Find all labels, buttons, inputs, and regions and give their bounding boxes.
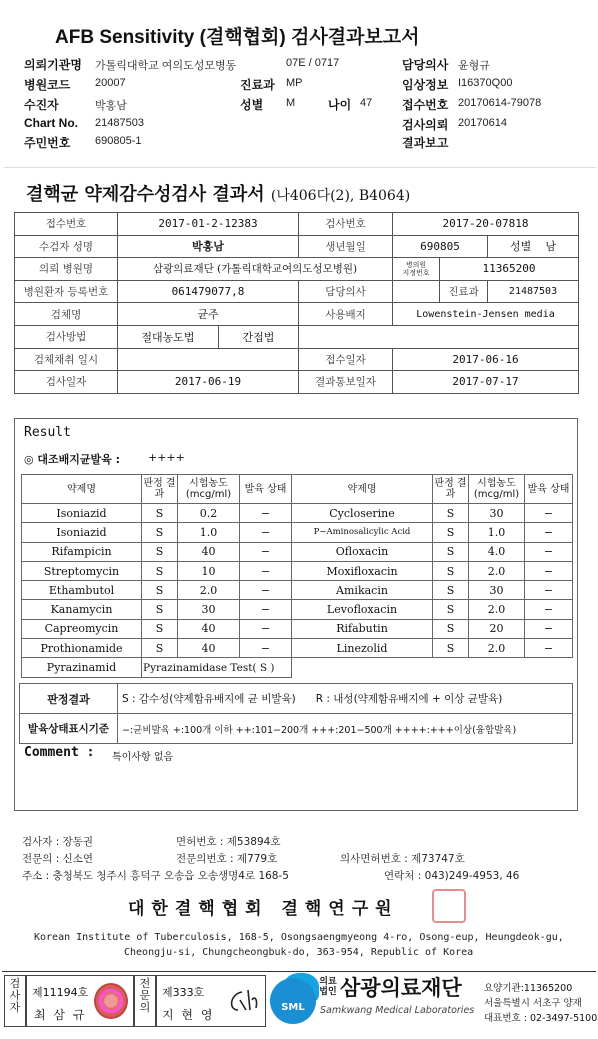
drug-name: Prothionamide: [22, 639, 142, 658]
rrn-value: 690805-1: [95, 135, 142, 147]
info-key: 생년월일: [299, 235, 393, 258]
hospital-code-label: 병원코드: [24, 78, 71, 92]
drug-concentration: 2.0: [178, 581, 240, 600]
header-drug: 약제명: [292, 475, 433, 504]
info-key: 접수번호: [15, 213, 118, 236]
specialist-label-cell: [134, 975, 156, 1027]
registration-number: 061479077,8: [118, 280, 299, 303]
drug-row: [22, 639, 573, 658]
org-name: 삼광의료재단: [340, 976, 462, 1000]
info-key: 사용배지: [299, 303, 393, 326]
drug-concentration: 20: [469, 619, 525, 638]
pyrazinamid-value: Pyrazinamidase Test( S ): [142, 658, 292, 677]
doctor-license-line: 의사면허번호 : 제73747호: [340, 853, 465, 865]
specialist-number: 제333호: [162, 986, 205, 999]
drug-row: [22, 542, 573, 561]
info-row: [15, 303, 579, 326]
result-label: Result: [24, 425, 71, 440]
drug-result: S: [433, 504, 469, 523]
drug-concentration: 4.0: [469, 542, 525, 561]
doctor-value: 윤형규: [458, 60, 490, 72]
info-key: 검사번호: [299, 213, 393, 236]
drug-result: S: [433, 523, 469, 542]
drug-name: Capreomycin: [22, 619, 142, 638]
info-key: 검사일자: [15, 371, 118, 394]
drug-result: S: [433, 561, 469, 580]
ward-value: 07E / 0717: [286, 57, 340, 69]
drug-name: Cycloserine: [292, 504, 433, 523]
drug-result: S: [433, 581, 469, 600]
patient-label: 수진자: [24, 98, 59, 112]
drug-name: P−Aminosalicylic Acid: [292, 523, 433, 542]
patient-value: 박홍남: [95, 100, 127, 112]
drug-name: Rifampicin: [22, 542, 142, 561]
growth-scale-label: 발육상태표시기준: [20, 714, 118, 744]
drug-result: S: [142, 600, 178, 619]
drug-row: [22, 523, 573, 542]
drug-growth: −: [240, 619, 292, 638]
tester-name: 최 삼 규: [34, 1008, 87, 1022]
judgement-table: [19, 683, 573, 744]
drug-name: Levofloxacin: [292, 600, 433, 619]
drug-row: [22, 561, 573, 580]
growth-label: ◎ 대조배지균발육 :: [24, 453, 121, 466]
drug-growth: −: [525, 523, 573, 542]
drug-growth: −: [240, 504, 292, 523]
drug-result: S: [142, 581, 178, 600]
pyrazinamid-label: Pyrazinamid: [22, 658, 142, 677]
drug-concentration: 40: [178, 619, 240, 638]
drug-growth: −: [240, 523, 292, 542]
request-value: 20170614: [458, 117, 507, 129]
tester-number: 제11194호: [32, 986, 89, 999]
drug-result: S: [142, 639, 178, 658]
judgement-value: S : 감수성(약제함유배지에 균 비발육) R : 내성(약제함유배지에 + 이상 균발육): [118, 684, 573, 714]
drug-growth: −: [240, 561, 292, 580]
drug-concentration: 0.2: [178, 504, 240, 523]
drug-growth: −: [525, 600, 573, 619]
growth-scale-row: [20, 714, 573, 744]
hospital-code-value: 20007: [95, 77, 126, 89]
drug-growth: −: [525, 581, 573, 600]
sml-logo-icon: SML: [270, 978, 316, 1024]
receipt-label: 접수번호: [402, 98, 449, 112]
drug-growth: −: [240, 639, 292, 658]
receipt-number: 2017-01-2-12383: [118, 213, 299, 236]
info-key: 검사방법: [15, 325, 118, 348]
tester-label: 검 사 자: [9, 977, 21, 1014]
header-concentration: 시험농도 (mcg/ml): [469, 475, 525, 504]
notify-date: 2017-07-17: [393, 371, 579, 394]
org-info-2: 서울특별시 서초구 양재: [484, 998, 582, 1009]
judgement-label: 판정결과: [20, 684, 118, 714]
receipt-date: 2017-06-16: [393, 348, 579, 371]
drug-concentration: 30: [469, 504, 525, 523]
info-key: 접수일자: [299, 348, 393, 371]
info-row: [15, 235, 579, 258]
specimen-value: 균주: [118, 303, 299, 326]
growth-scale-value: −:균비발육 +:100개 이하 ++:101−200개 +++:201−500개 ++++:+++이상(융합발육): [118, 714, 573, 744]
info-row: [15, 258, 579, 281]
drug-concentration: 10: [178, 561, 240, 580]
test-date: 2017-06-19: [118, 371, 299, 394]
sex-label: 성별: [240, 98, 264, 112]
drug-row: [22, 504, 573, 523]
address-line: 주소 : 충청북도 청주시 흥덕구 오송읍 오송생명4로 168-5: [22, 870, 289, 882]
document-title: 결핵균 약제감수성검사 결과서 (나406다(2), B4064): [26, 184, 411, 205]
info-table: [14, 212, 579, 394]
drug-name: Rifabutin: [292, 619, 433, 638]
drug-name: Ethambutol: [22, 581, 142, 600]
specialist-line: 전문의 : 신소연: [22, 853, 94, 865]
drug-table: [21, 474, 573, 678]
drug-name: Moxifloxacin: [292, 561, 433, 580]
drug-result: S: [433, 619, 469, 638]
drug-growth: −: [240, 600, 292, 619]
age-value: 47: [360, 97, 373, 109]
drug-result: S: [433, 639, 469, 658]
header-concentration: 시험농도 (mcg/ml): [178, 475, 240, 504]
info-row: [15, 348, 579, 371]
drug-result: S: [142, 504, 178, 523]
info-row: [15, 371, 579, 394]
org-info-1: 요양기관:11365200: [484, 983, 573, 994]
drug-result: S: [433, 600, 469, 619]
sex-cell: 성별 남: [488, 235, 579, 258]
doctor-cell: [393, 280, 440, 303]
info-key: 진료과: [440, 280, 488, 303]
empty-cell: [292, 658, 573, 677]
chart-label: Chart No.: [24, 116, 78, 130]
growth-value: ++++: [148, 451, 185, 464]
patient-name: 박홍남: [118, 235, 299, 258]
specialist-label: 전 문 의: [139, 977, 151, 1014]
doctor-label: 담당의사: [402, 58, 449, 72]
info-key: 검체채취 일시: [15, 348, 118, 371]
method-type: 간접법: [219, 325, 299, 348]
hospital-name: 삼광의료재단 (가톨릭대학교여의도성모병원): [118, 258, 393, 281]
drug-name: Ofloxacin: [292, 542, 433, 561]
drug-row: [22, 581, 573, 600]
drug-concentration: 1.0: [469, 523, 525, 542]
comment-value: 특이사항 없음: [112, 752, 174, 763]
drug-growth: −: [525, 561, 573, 580]
header-growth: 발육 상태: [525, 475, 573, 504]
drug-header-row: [22, 475, 573, 504]
receipt-value: 20170614-79078: [458, 97, 542, 109]
drug-result: S: [142, 561, 178, 580]
license-line: 면허번호 : 제53894호: [176, 836, 281, 848]
drug-concentration: 2.0: [469, 600, 525, 619]
department-value: 21487503: [488, 280, 579, 303]
drug-growth: −: [240, 581, 292, 600]
info-key: 의뢰 병원명: [15, 258, 118, 281]
empty-cell: [299, 325, 579, 348]
info-row: [15, 213, 579, 236]
specialist-number-line: 전문의번호 : 제779호: [176, 853, 278, 865]
header-drug: 약제명: [22, 475, 142, 504]
info-key: 병의원 지정번호: [393, 258, 440, 281]
drug-name: Isoniazid: [22, 523, 142, 542]
tester-stamp-icon: [94, 983, 128, 1019]
drug-name: Streptomycin: [22, 561, 142, 580]
info-row: [15, 280, 579, 303]
drug-row: [22, 600, 573, 619]
drug-concentration: 30: [178, 600, 240, 619]
drug-growth: −: [525, 639, 573, 658]
red-seal-icon: [432, 889, 466, 923]
sex-value: M: [286, 97, 296, 109]
header-growth: 발육 상태: [240, 475, 292, 504]
header-result: 판정 결과: [433, 475, 469, 504]
drug-name: Kanamycin: [22, 600, 142, 619]
drug-result: S: [142, 542, 178, 561]
institution-label: 의뢰기관명: [24, 58, 82, 72]
judgement-row: [20, 684, 573, 714]
signature-icon: [224, 986, 260, 1016]
request-label: 검사의뢰: [402, 118, 449, 132]
drug-row: [22, 619, 573, 638]
drug-result: S: [433, 542, 469, 561]
drug-name: Amikacin: [292, 581, 433, 600]
drug-concentration: 2.0: [469, 561, 525, 580]
drug-concentration: 1.0: [178, 523, 240, 542]
test-number: 2017-20-07818: [393, 213, 579, 236]
drug-concentration: 40: [178, 542, 240, 561]
info-key: 결과통보일자: [299, 371, 393, 394]
info-key: 검체명: [15, 303, 118, 326]
info-key: 수검자 성명: [15, 235, 118, 258]
drug-growth: −: [525, 542, 573, 561]
info-key: 병원환자 등록번호: [15, 280, 118, 303]
institute-name: 대한결핵협회 결핵연구원: [128, 899, 399, 919]
comment-label: Comment :: [24, 745, 95, 760]
institute-address-en-1: Korean Institute of Tuberculosis, 168-5, Osongsaengmyeong 4-ro, Osong-eup, Heungdeok-gu,: [34, 932, 564, 943]
tester-line: 검사자 : 장동권: [22, 836, 94, 848]
dept-label: 진료과: [240, 78, 275, 92]
chart-value: 21487503: [95, 117, 144, 129]
org-name-en: Samkwang Medical Laboratories: [320, 1005, 475, 1016]
org-prefix: 의료법인: [319, 977, 337, 997]
drug-result: S: [142, 523, 178, 542]
drug-result: S: [142, 619, 178, 638]
specialist-name: 지 현 영: [162, 1008, 215, 1022]
org-info-3: 대표번호 : 02-3497-5100: [484, 1013, 598, 1024]
institution-value: 가톨릭대학교 여의도성모병동: [95, 60, 237, 72]
drug-name: Linezolid: [292, 639, 433, 658]
clinical-value: I16370Q00: [458, 77, 513, 89]
medium-value: Lowenstein-Jensen media: [393, 303, 579, 326]
drug-concentration: 40: [178, 639, 240, 658]
tester-label-cell: [4, 975, 26, 1027]
report-label: 결과보고: [402, 136, 449, 150]
drug-concentration: 30: [469, 581, 525, 600]
clinical-label: 임상정보: [402, 78, 449, 92]
contact-line: 연락처 : 043)249-4953, 46: [384, 870, 520, 882]
drug-growth: −: [525, 619, 573, 638]
institute-address-en-2: Cheongju-si, Chungcheongbuk-do, 363-954, Republic of Korea: [124, 947, 474, 958]
report-title: AFB Sensitivity (결핵협회) 검사결과보고서: [55, 27, 420, 48]
header-result: 판정 결과: [142, 475, 178, 504]
drug-growth: −: [525, 504, 573, 523]
age-label: 나이: [328, 98, 352, 112]
drug-name: Isoniazid: [22, 504, 142, 523]
hospital-number: 11365200: [440, 258, 579, 281]
dept-value: MP: [286, 77, 303, 89]
drug-concentration: 2.0: [469, 639, 525, 658]
drug-growth: −: [240, 542, 292, 561]
info-row: [15, 325, 579, 348]
collection-time: [118, 348, 299, 371]
method-value: 절대농도법: [118, 325, 219, 348]
info-key: 담당의사: [299, 280, 393, 303]
birth-date: 690805: [393, 235, 488, 258]
rrn-label: 주민번호: [24, 136, 71, 150]
pyrazinamid-row: [22, 658, 573, 677]
